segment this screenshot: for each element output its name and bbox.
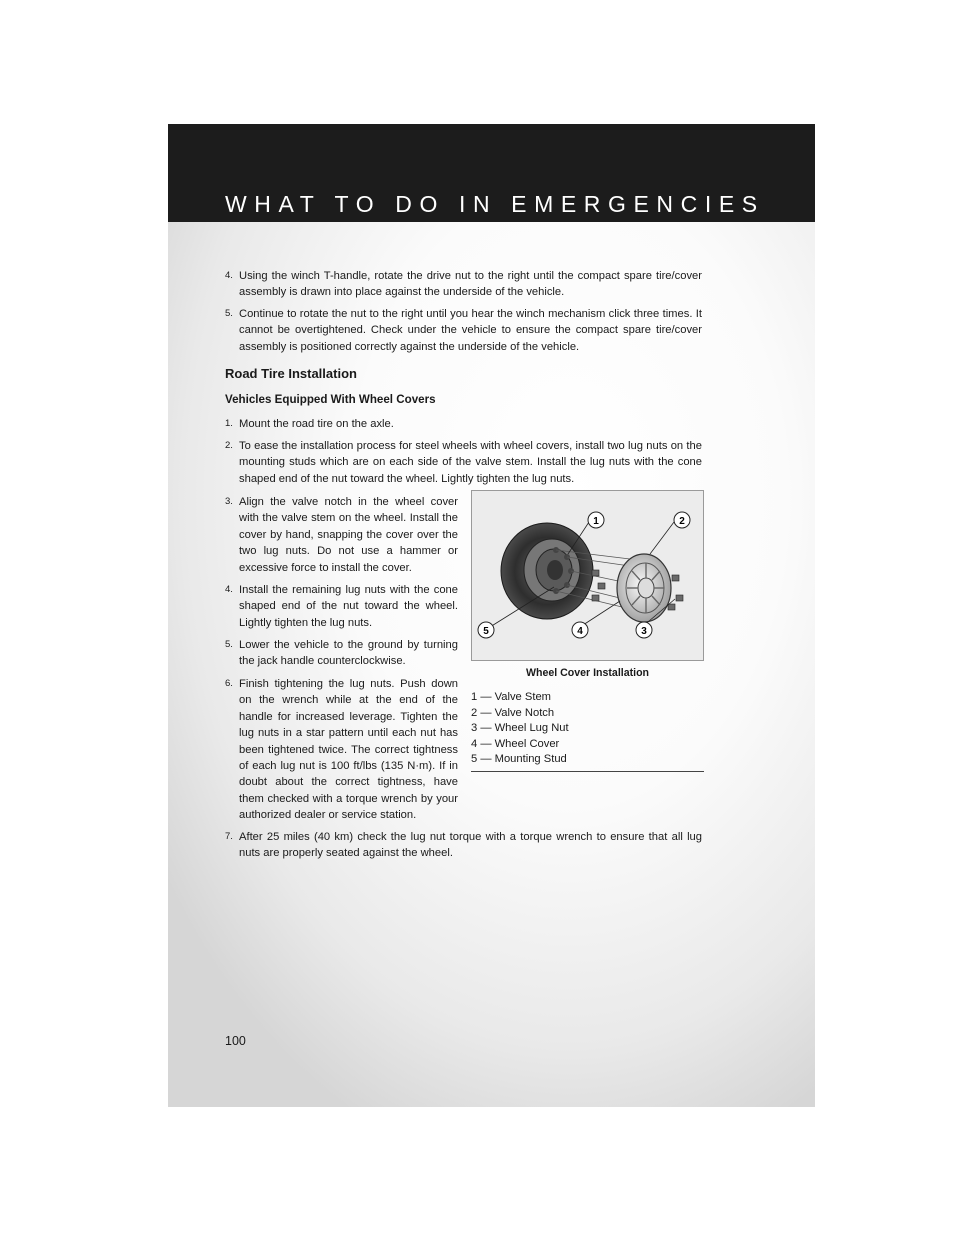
step-number: 4. [225,270,233,281]
step-text: Install the remaining lug nuts with the cone shaped end of the nut toward the wheel. Lightly tighten the lug nuts. [239,584,458,629]
callout-1 [588,512,604,528]
subsection-heading: Vehicles Equipped With Wheel Covers [225,393,436,406]
step-number: 5. [225,639,233,650]
step-7 [225,829,702,863]
callout-2 [674,512,690,528]
step-number: 1. [225,418,233,429]
step-5 [225,637,458,671]
step-text: After 25 miles (40 km) check the lug nut torque with a torque wrench to ensure that all lug nuts are properly seated against the wheel. [239,831,702,860]
legend-item: 1 — Valve Stem [471,691,551,703]
figure-legend [471,690,569,768]
step-number: 5. [225,308,233,319]
wheel-cover-illustration [471,490,704,661]
callout-5-label: 5 [483,626,489,637]
callout-3-label: 3 [641,626,647,637]
legend-item: 2 — Valve Notch [471,706,555,719]
callout-4-label: 4 [577,626,583,637]
callout-1-label: 1 [593,516,599,527]
step-2 [225,438,702,488]
figure-caption: Wheel Cover Installation [525,667,650,679]
intro-step-5 [225,306,702,356]
step-text: Lower the vehicle to the ground by turning the jack handle counterclockwise. [239,639,458,668]
step-3 [225,494,458,576]
chapter-title: WHAT TO DO IN EMERGENCIES [225,191,765,217]
callout-3 [636,622,652,638]
legend-item: 5 — Mounting Stud [471,753,567,766]
legend-divider [471,771,704,772]
legend-item: 3 — Wheel Lug Nut [471,722,569,735]
callout-5 [478,622,494,638]
page-header [168,124,815,222]
wheel-cover-drawing [472,491,703,660]
page-number: 100 [225,1034,246,1048]
section-heading: Road Tire Installation [225,366,357,381]
step-number: 4. [225,584,233,595]
callout-2-label: 2 [679,516,685,527]
step-text: Finish tightening the lug nuts. Push down on the wrench while at the end of the handle for increased leverage. Tighten the lug nuts in a star pattern until each nut has been tightened twice. The correct tightness of each lug nut is 100 ft/lbs (135 N·m). If in doubt about the correct tightness, have them checked with a torque wrench by your authorized dealer or service station. [239,678,458,822]
step-text: Using the winch T-handle, rotate the drive nut to the right until the compact spare tire/cover assembly is drawn into place against the underside of the vehicle. [239,270,702,299]
step-number: 7. [225,831,233,842]
step-text: Align the valve notch in the wheel cover with the valve stem on the wheel. Install the cover by hand, snapping the cover over the two lug nuts. Do not use a hammer or excessive force to install the cover. [239,496,458,574]
step-number: 3. [225,496,233,507]
step-number: 2. [225,440,233,451]
step-6 [225,676,458,824]
manual-page [168,124,815,1107]
step-1 [225,416,702,433]
legend-item: 4 — Wheel Cover [471,737,560,750]
wheel-cover [617,554,671,622]
intro-step-4 [225,268,702,302]
step-text: To ease the installation process for steel wheels with wheel covers, install two lug nuts on the mounting studs which are on each side of the valve stem. Install the lug nuts with the cone shaped end of the nut toward the wheel. Lightly tighten the lug nuts. [239,440,702,485]
step-number: 6. [225,678,233,689]
step-4 [225,582,458,632]
step-text: Continue to rotate the nut to the right until you hear the winch mechanism click three times. It cannot be overtightened. Check under the vehicle to ensure the compact spare tire/cover assembly is positioned correctly against the underside of the vehicle. [239,308,702,353]
callout-4 [572,622,588,638]
step-text: Mount the road tire on the axle. [239,418,394,430]
